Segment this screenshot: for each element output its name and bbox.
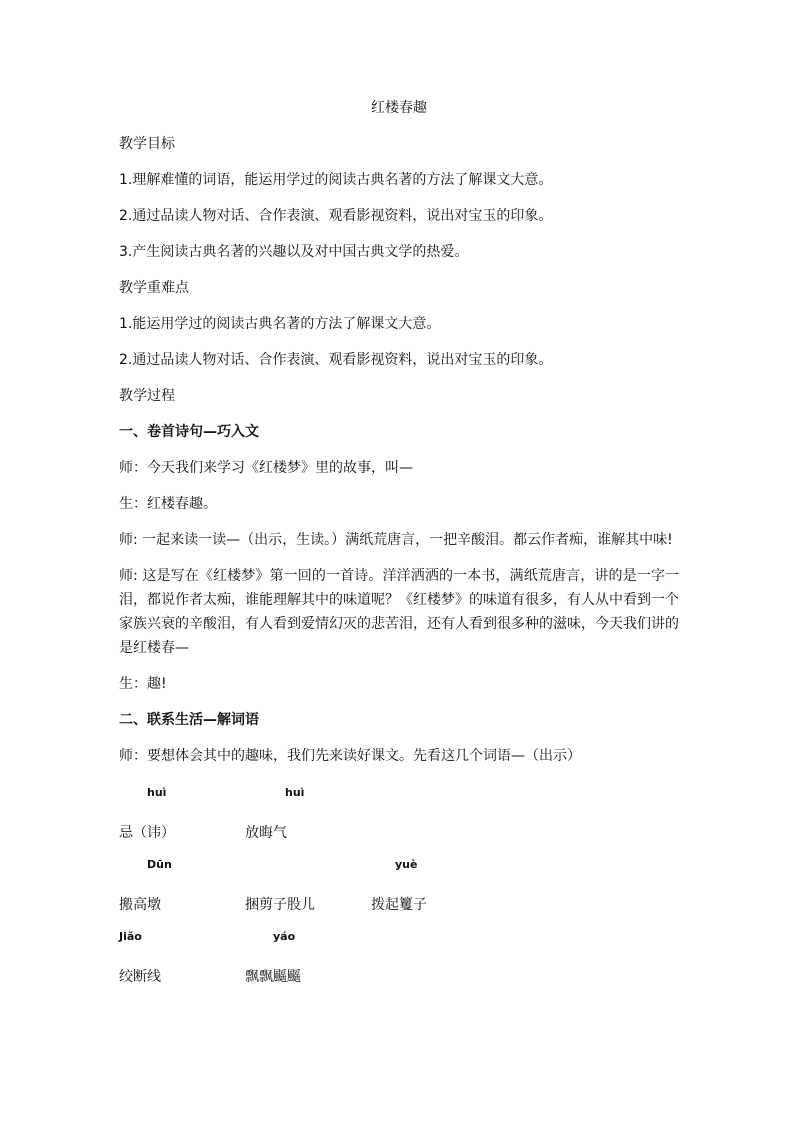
dialogue-line: 生：趣! (119, 676, 167, 692)
goal-item-2: 2.通过品读人物对话、合作表演、观看影视资料，说出对宝玉的印象。 (119, 208, 553, 224)
pinyin-label: yáo (273, 930, 296, 943)
vocab-word: 拨起籰子 (371, 897, 427, 913)
key-point-item-2: 2.通过品读人物对话、合作表演、观看影视资料，说出对宝玉的印象。 (119, 352, 553, 368)
pinyin-label: yuè (395, 858, 418, 871)
vocab-intro: 师：要想体会其中的趣味，我们先来读好课文。先看这几个词语—（出示） (119, 748, 581, 764)
vocab-word: 搬高墩 (119, 897, 161, 913)
part2-heading: 二、联系生活—解词语 (119, 712, 259, 728)
dialogue-paragraph: 师: 这是写在《红楼梦》第一回的一首诗。洋洋洒洒的一本书，满纸荒唐言，讲的是一字一泪，都说作者太痴，谁能理解其中的味道呢？《红楼梦》的味道有很多，有人从中看到一个家族兴衰的辛酸泪，有人看到爱情幻灭的悲苦泪，还有人看到很多种的滋味，今天我们讲的是红楼春— (119, 568, 679, 656)
pinyin-label: huì (285, 786, 305, 799)
vocab-word: 放晦气 (245, 825, 287, 841)
document-content (119, 96, 679, 996)
pinyin-label: Dūn (147, 858, 172, 871)
vocab-word: 忌（讳） (119, 825, 175, 841)
vocab-pinyin-row-3 (119, 924, 679, 960)
pinyin-label: Jiǎo (119, 930, 142, 943)
document-title: 红楼春趣 (371, 100, 427, 116)
vocab-word-row-3 (119, 960, 679, 996)
key-points-heading: 教学重难点 (119, 280, 189, 296)
vocab-word-row-1 (119, 816, 679, 852)
vocab-word-row-2 (119, 888, 679, 924)
goals-heading: 教学目标 (119, 136, 175, 152)
vocab-word: 捆剪子股儿 (245, 897, 315, 913)
part1-heading: 一、卷首诗句—巧入文 (119, 424, 259, 440)
vocab-word: 飘飘䬙䬙 (245, 969, 301, 985)
key-point-item-1: 1.能运用学过的阅读古典名著的方法了解课文大意。 (119, 316, 441, 332)
dialogue-line: 师：今天我们来学习《红楼梦》里的故事，叫— (119, 460, 413, 476)
dialogue-line: 生：红楼春趣。 (119, 496, 217, 512)
goal-item-3: 3.产生阅读古典名著的兴趣以及对中国古典文学的热爱。 (119, 244, 469, 260)
vocab-pinyin-row-2 (119, 852, 679, 888)
dialogue-line: 师: 一起来读一读—（出示，生读。）满纸荒唐言，一把辛酸泪。都云作者痴，谁解其中味! (119, 532, 673, 548)
pinyin-label: huì (147, 786, 167, 799)
goal-item-1: 1.理解难懂的词语，能运用学过的阅读古典名著的方法了解课文大意。 (119, 172, 553, 188)
process-heading: 教学过程 (119, 388, 175, 404)
vocab-pinyin-row-1 (119, 780, 679, 816)
vocab-word: 绞断线 (119, 969, 161, 985)
